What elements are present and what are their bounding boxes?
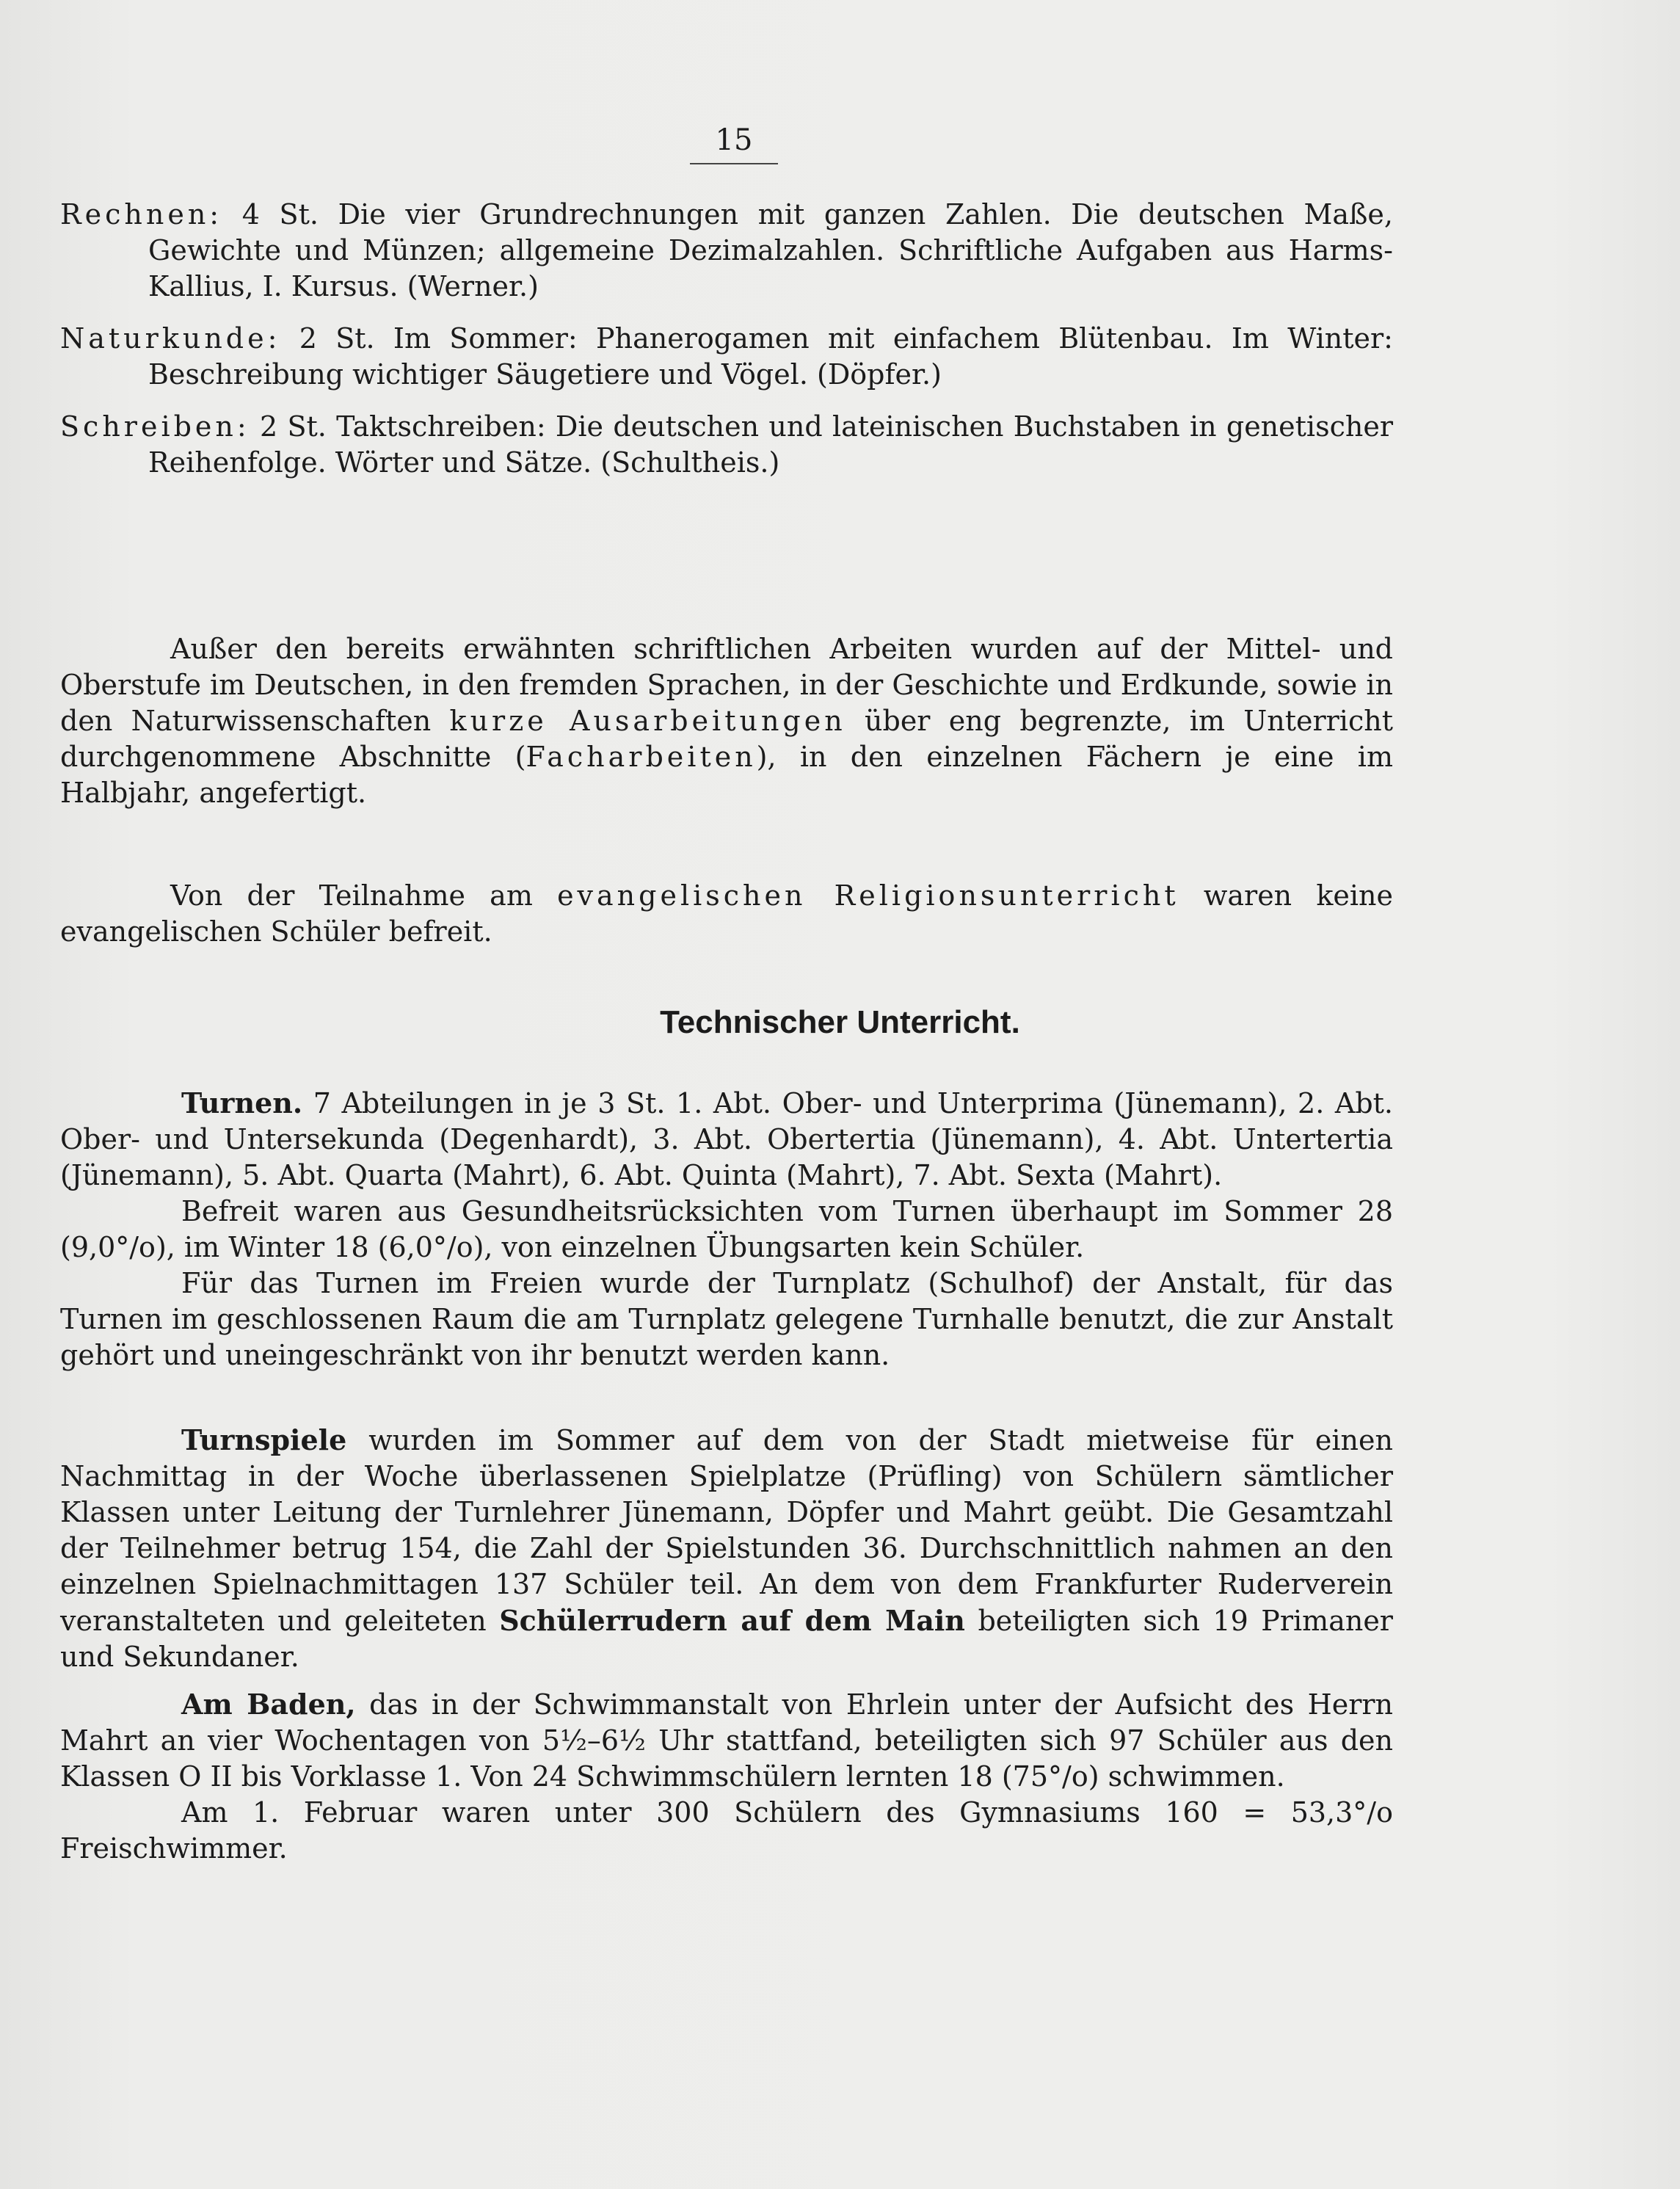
text-run: Von der Teilnahme am (170, 879, 533, 912)
subject-name: Rechnen: (60, 198, 223, 230)
turnspiele-text-end: beteiligten sich 19 Primaner und Sekundaner. (60, 1605, 1393, 1673)
spaced-term: Facharbeiten (526, 741, 757, 773)
section-heading: Technischer Unterricht. (660, 1004, 1020, 1040)
text-run: über eng begrenzte, im Unterricht durchgenommene Abschnitte ( (60, 705, 1393, 773)
subject-naturkunde (60, 321, 1393, 393)
text-run: waren keine evangelischen Schüler befreit. (60, 879, 1393, 948)
baden-label: Am Baden, (181, 1688, 356, 1721)
subject-name: Schreiben: (60, 410, 250, 443)
subjects-block (60, 197, 1393, 481)
subject-text: 2 St. Taktschreiben: Die deutschen und lateinischen Buchstaben in genetischer Reihenfolge. Wörter und Sätze. (Schultheis.) (148, 410, 1393, 479)
baden-text: das in der Schwimmanstalt von Ehrlein unter der Aufsicht des Herrn Mahrt an vier Wochentagen von 5½–6½ Uhr stattfand, beteiligten sich 97 Schüler aus den Klassen O II bis Vorklasse 1. Von 24 Schwimmschülern lernten 18 (75°/o) schwimmen. (60, 1688, 1394, 1793)
turnspiele-text: wurden im Sommer auf dem von der Stadt mietweise für einen Nachmittag in der Woche überlassenen Spielplatze (Prüfling) von Schülern sämtlicher Klassen unter Leitung der Turnlehrer Jünemann, Döpfer und Mahrt geübt. Die Gesamtzahl der Teilnehmer betrug 154, die Zahl der Spielstunden 36. Durchschnittlich nahmen an den einzelnen Spielnachmittagen 137 Schüler teil. An dem von dem Frankfurter Ruderverein veranstalteten und geleiteten (60, 1424, 1393, 1637)
paragraph-religion (60, 878, 1393, 950)
subject-schreiben (60, 409, 1393, 481)
text-run: Außer den bereits erwähnten schriftlichen Arbeiten wurden auf der Mittel- und Oberstufe im Deutschen, in den fremden Sprachen, in der Geschichte und Erdkunde, sowie in den Naturwissenschaften (60, 633, 1393, 737)
turnen-label: Turnen. (181, 1086, 303, 1119)
turnen-turnplatz: Für das Turnen im Freien wurde der Turnplatz (Schulhof) der Anstalt, für das Turnen im geschlossenen Raum die am Turnplatz gelegene Turnhalle benutzt, die zur Anstalt gehört und uneingeschränkt von ihr benutzt werden kann. (60, 1267, 1393, 1371)
freischwimmer-text: Am 1. Februar waren unter 300 Schülern des Gymnasiums 160 = 53,3°/o Freischwimmer. (60, 1796, 1393, 1865)
baden-section (60, 1686, 1393, 1867)
subject-rechnen (60, 197, 1393, 305)
turnen-section (60, 1085, 1393, 1373)
spaced-term: kurze Ausarbeitungen (449, 705, 846, 737)
subject-name: Naturkunde: (60, 322, 281, 355)
turnspiele-label: Turnspiele (181, 1423, 347, 1456)
turnen-befreit: Befreit waren aus Gesundheitsrücksichten vom Turnen überhaupt im Sommer 28 (9,0°/o), im Winter 18 (6,0°/o), von einzelnen Übungsarten kein Schüler. (60, 1195, 1393, 1263)
schuelerrudern-label: Schülerrudern auf dem Main (499, 1604, 965, 1637)
turnen-text: 7 Abteilungen in je 3 St. 1. Abt. Ober- und Unterprima (Jünemann), 2. Abt. Ober- und Untersekunda (Degenhardt), 3. Abt. Obertertia (Jünemann), 4. Abt. Untertertia (Jünemann), 5. Abt. Quarta (Mahrt), 6. Abt. Quinta (Mahrt), 7. Abt. Sexta (Mahrt). (60, 1087, 1393, 1191)
paragraph-arbeiten (60, 631, 1393, 811)
turnspiele-section (60, 1422, 1393, 1675)
subject-text: 2 St. Im Sommer: Phanerogamen mit einfachem Blütenbau. Im Winter: Beschreibung wichtiger Säugetiere und Vögel. (Döpfer.) (148, 322, 1393, 391)
spaced-term: evangelischen Religionsunterricht (557, 879, 1179, 912)
text-run: ), in den einzelnen Fächern je eine im Halbjahr, angefertigt. (60, 741, 1393, 809)
subject-text: 4 St. Die vier Grundrechnungen mit ganzen Zahlen. Die deutschen Maße, Gewichte und Münzen; allgemeine Dezimalzahlen. Schriftliche Aufgaben aus Harms-Kallius, I. Kursus. (Werner.) (148, 198, 1393, 302)
page-number: 15 (690, 123, 778, 164)
